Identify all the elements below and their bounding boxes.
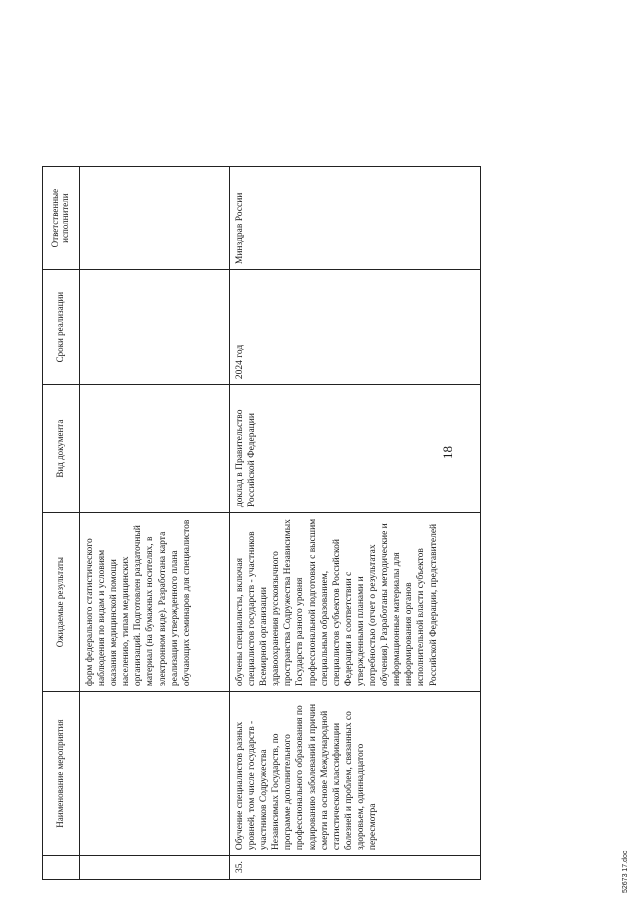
cell-number: 35. bbox=[230, 856, 481, 880]
cell-responsible: Минздрав России bbox=[230, 167, 481, 270]
header-term: Сроки реализации bbox=[43, 270, 80, 385]
cell-term: 2024 год bbox=[230, 270, 481, 385]
cell-results: форм федерального статистического наблюдения по видам и условиям оказания медицинской помощи населению, типам медицинских организаций. Подготовлен раздаточный материал (на бумажных носителях, в электронном виде). Разработана карта реализации утвержденного плана обучающих семинаров для специалистов bbox=[80, 513, 230, 692]
page-number: 18 bbox=[440, 446, 455, 459]
measures-table bbox=[42, 166, 481, 880]
header-number bbox=[43, 856, 80, 880]
cell-doc-type: доклад в Правительство Российской Федерации bbox=[230, 385, 481, 513]
header-responsible: Ответственные исполнители bbox=[43, 167, 80, 270]
header-doc-type: Вид документа bbox=[43, 385, 80, 513]
cell-results: обучены специалисты, включая специалистов государств - участников Всемирной организации здравоохранения русскоязычного пространства Содружества Независимых Государств разного уровня профессиональной подготовки с высшим специальным образованием, специалистов субъектов Российской Федерации в соответствии с утвержденными планами и потребностью (отчет о результатах обучения). Разработаны методические и информационные материалы для информирования органов исполнительной власти субъектов Российской Федерации, представителей bbox=[230, 513, 481, 692]
cell-responsible bbox=[80, 167, 230, 270]
table-header-row bbox=[43, 167, 80, 880]
header-name: Наименование мероприятия bbox=[43, 692, 80, 856]
cell-doc-type bbox=[80, 385, 230, 513]
header-results: Ожидаемые результаты bbox=[43, 513, 80, 692]
document-code: 52673 17.doc bbox=[622, 850, 629, 893]
cell-number bbox=[80, 856, 230, 880]
cell-name bbox=[80, 692, 230, 856]
cell-term bbox=[80, 270, 230, 385]
cell-name: Обучение специалистов разных уровней, том числе государств - участников Содружества Независимых Государств, по программе дополнительного профессионального образования по кодированию заболеваний и причин смерти на основе Международной статистической классификации болезней и проблем, связанных со здоровьем, одиннадцатого пересмотра bbox=[230, 692, 481, 856]
table-row bbox=[80, 167, 230, 880]
